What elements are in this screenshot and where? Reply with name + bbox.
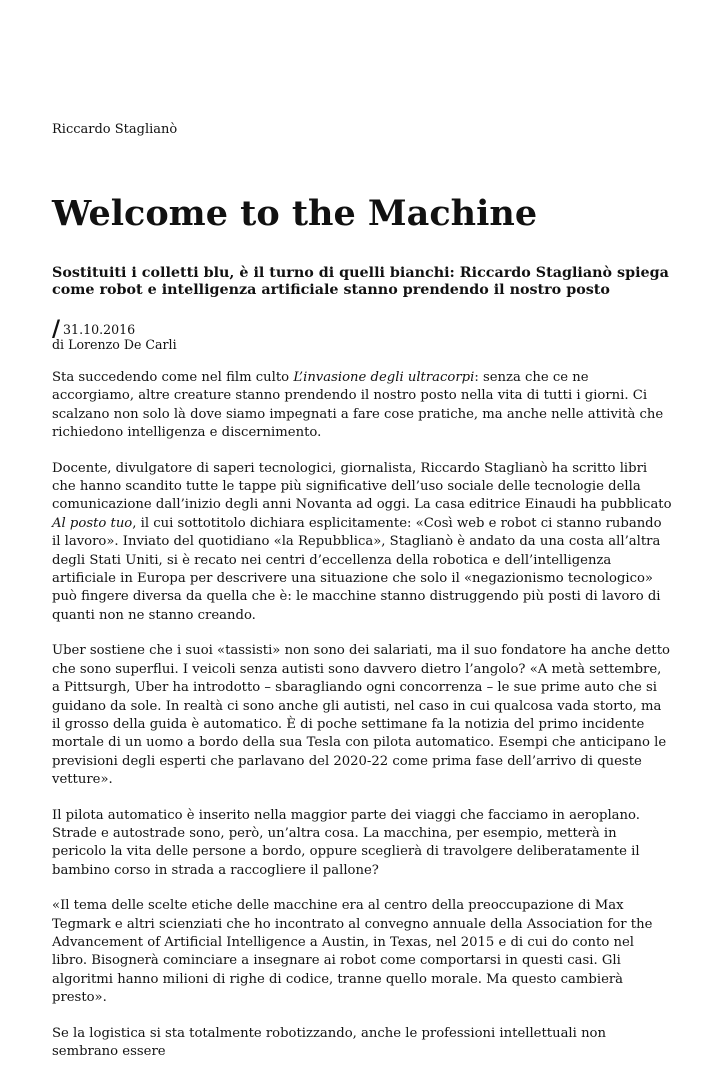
article-body xyxy=(52,369,672,1078)
slash-mark: / xyxy=(52,316,61,342)
paragraph: Il pilota automatico è inserito nella maggior parte dei viaggi che facciamo in aeroplano. Strade e autostrade sono, però, un’altra cosa. La macchina, per esempio, metterà in pericolo la vita delle persone a bordo, oppure sceglierà di travolgere deliberatamente il bambino corso in strada a raccogliere il pallone? xyxy=(52,807,640,878)
paragraph-text: Docente, divulgatore di saperi tecnologici, giornalista, Riccardo Staglianò ha scritto libri che hanno scandito tutte le tappe più significative dell’uso sociale delle tecnologie della comunicazione dall’inizio degli anni Novanta ad oggi. La casa editrice Einaudi ha pubblicato xyxy=(52,460,672,513)
paragraph: Se la logistica si sta totalmente robotizzando, anche le professioni intellettuali non sembrano essere xyxy=(52,1025,606,1059)
article-byline: di Lorenzo De Carli xyxy=(52,337,177,352)
film-title: L’invasione degli ultracorpi xyxy=(293,370,475,385)
article-subtitle: Sostituiti i colletti blu, è il turno di quelli bianchi: Riccardo Staglianò spiega come robot e intelligenza artificiale stanno prendendo il nostro posto xyxy=(52,265,669,298)
article-author: Riccardo Staglianò xyxy=(52,122,178,137)
article-meta xyxy=(52,316,177,352)
paragraph xyxy=(52,369,672,443)
paragraph-text: , il cui sottotitolo dichiara esplicitamente: «Così web e robot ci stanno rubando il lavoro». Inviato del quotidiano «la Repubblica», Staglianò è andato da una costa all’altra degli Stati Uniti, si è recato nei centri d’eccellenza della robotica e dell’intelligenza artificiale in Europa per descrivere una situazione che solo il «negazionismo tecnologico» può fingere diversa da quella che è: le macchine stanno distruggendo più posti di lavoro di quanti non ne stanno creando. xyxy=(52,515,662,623)
paragraph: Uber sostiene che i suoi «tassisti» non sono dei salariati, ma il suo fondatore ha anche detto che sono superflui. I veicoli senza autisti sono davvero dietro l’angolo? «A metà settembre, a Pittsurgh, Uber ha introdotto – sbaragliando ogni concorrenza – le sue prime auto che si guidano da sole. In realtà ci sono anche gli autisti, nel caso in cui qualcosa vada storto, ma il grosso della guida è automatico. È di poche settimane fa la notizia del primo incidente mortale di un uomo a bordo della sua Tesla con pilota automatico. Esempi che anticipano le previsioni degli esperti che parlavano del 2020-22 come prima fase dell’arrivo di queste vetture». xyxy=(52,643,670,788)
article-date: 31.10.2016 xyxy=(63,322,136,337)
date-line xyxy=(52,316,177,342)
article-title: Welcome to the Machine xyxy=(52,193,538,234)
paragraph: «Il tema delle scelte etiche delle macchine era al centro della preoccupazione di Max Tegmark e altri scienziati che ho incontrato al convegno annuale della Association for the Advancement of Artificial Intelligence a Austin, in Texas, nel 2015 e di cui do conto nel libro. Bisognerà cominciare a insegnare ai robot come comportarsi in questi casi. Gli algoritmi hanno milioni di righe di codice, tranne quello morale. Ma questo cambierà presto». xyxy=(52,898,653,1006)
book-title: Al posto tuo xyxy=(52,515,133,531)
paragraph-text: Sta succedendo come nel film culto xyxy=(52,370,294,385)
paragraph xyxy=(52,460,672,626)
paragraph-text: : senza che ce ne accorgiamo, altre creature stanno prendendo il nostro posto nella vita di tutti i giorni. Ci scalzano non solo là dove siamo impegnati a fare cose pratiche, ma anche nelle attività che richiedono intelligenza e discernimento. xyxy=(52,370,664,441)
